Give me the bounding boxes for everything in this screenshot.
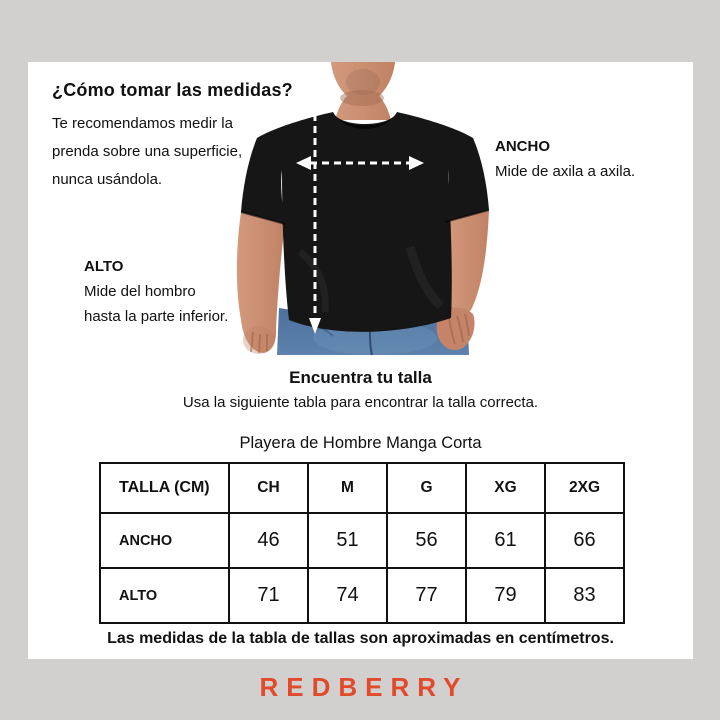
size-table-row-alto [100, 568, 624, 623]
header-cell-2xg: 2XG [545, 463, 624, 513]
find-size-subtitle: Usa la siguiente tabla para encontrar la talla correcta. [182, 394, 539, 411]
table-footnote: Las medidas de la tabla de tallas son aproximadas en centímetros. [107, 630, 614, 647]
ancho-label: ANCHO [495, 138, 550, 155]
size-table-row-ancho [100, 513, 624, 568]
header-cell-g: G [387, 463, 466, 513]
ancho-description: Mide de axila a axila. [495, 163, 636, 180]
how-to-measure-line: prenda sobre una superficie, [52, 143, 243, 160]
cell-alto-m: 74 [308, 568, 387, 623]
cell-ancho-m: 51 [308, 513, 387, 568]
how-to-measure-line: Te recomendamos medir la [52, 115, 233, 132]
size-table-caption: Playera de Hombre Manga Corta [239, 434, 482, 452]
row-label-alto: ALTO [100, 568, 229, 623]
row-label-ancho: ANCHO [100, 513, 229, 568]
alto-label: ALTO [84, 258, 124, 275]
find-size-title: Encuentra tu talla [289, 368, 432, 387]
size-table-header-row [100, 463, 624, 513]
header-cell-xg: XG [466, 463, 545, 513]
cell-alto-xg: 79 [466, 568, 545, 623]
how-to-measure-line: nunca usándola. [52, 171, 163, 188]
alto-description-line: Mide del hombro [84, 283, 196, 300]
cell-ancho-g: 56 [387, 513, 466, 568]
brand-logo: REDBERRY [259, 672, 469, 702]
model-left-arm [237, 212, 285, 354]
ancho-label-block [495, 134, 635, 184]
how-to-measure-heading: ¿Cómo tomar las medidas? [52, 80, 293, 100]
cell-ancho-xg: 61 [466, 513, 545, 568]
cell-ancho-2xg: 66 [545, 513, 624, 568]
cell-alto-2xg: 83 [545, 568, 624, 623]
header-cell-ch: CH [229, 463, 308, 513]
model-photo [225, 62, 505, 357]
cell-alto-g: 77 [387, 568, 466, 623]
cell-ancho-ch: 46 [229, 513, 308, 568]
size-guide-panel [28, 62, 693, 659]
size-table [99, 462, 625, 624]
header-cell-m: M [308, 463, 387, 513]
alto-description-line: hasta la parte inferior. [84, 308, 229, 325]
how-to-measure-text [52, 110, 242, 194]
header-cell-talla: TALLA (CM) [100, 463, 229, 513]
cell-alto-ch: 71 [229, 568, 308, 623]
model-neck-chin [331, 62, 395, 120]
alto-label-block [84, 254, 228, 329]
